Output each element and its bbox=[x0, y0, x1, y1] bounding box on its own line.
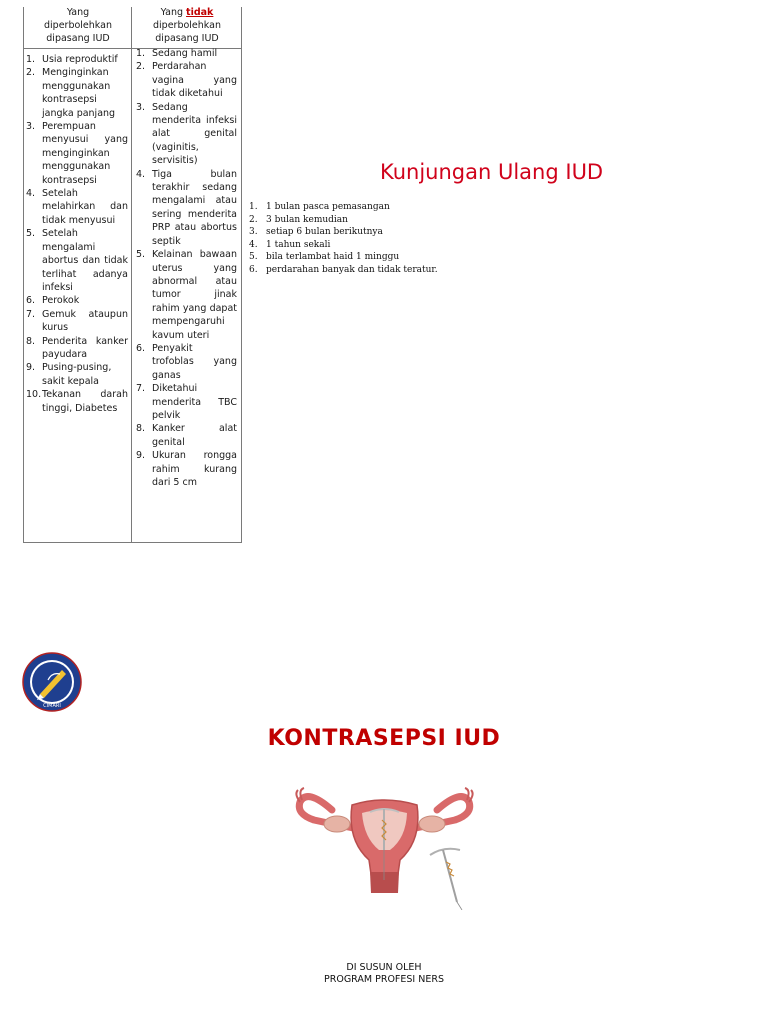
list-item: 9. Ukuran rongga rahim kurang dari 5 cm bbox=[136, 450, 237, 488]
list-item: 1. 1 bulan pasca pemasangan bbox=[249, 202, 390, 212]
credit-line: DI SUSUN OLEH bbox=[346, 962, 422, 973]
list-item: 10. Tekanan darah tinggi, Diabetes bbox=[26, 389, 128, 414]
list-item: 3. setiap 6 bulan berikutnya bbox=[249, 227, 383, 238]
right-header-emphasis: tidak bbox=[186, 7, 214, 18]
left-header-line: Yang bbox=[66, 7, 90, 18]
list-item: 1. Sedang hamil bbox=[136, 48, 218, 59]
logo-text: CIMARI bbox=[43, 703, 61, 709]
follow-up-list bbox=[249, 201, 438, 277]
left-header-line: dipasang IUD bbox=[46, 32, 110, 44]
document-title: KONTRASEPSI IUD bbox=[267, 726, 501, 751]
list-item: 7. Gemuk ataupun kurus bbox=[26, 308, 128, 334]
not-allowed-list bbox=[136, 47, 237, 489]
list-item: 8. Penderita kanker payudara bbox=[26, 335, 128, 360]
list-item: 5. Setelah mengalami abortus dan tidak terlihat adanya infeksi bbox=[26, 228, 128, 293]
institution-logo bbox=[22, 652, 82, 712]
right-header-prefix: Yang bbox=[160, 7, 183, 18]
uterus-iud-illustration bbox=[292, 780, 477, 910]
list-item: 8. Kanker alat genital bbox=[136, 423, 237, 448]
allowed-list bbox=[26, 53, 128, 415]
credit-line: PROGRAM PROFESI NERS bbox=[324, 974, 444, 985]
list-item: 3. Perempuan menyusui yang menginginkan menggunakan kontrasepsi bbox=[26, 121, 128, 186]
list-item: 4. 1 tahun sekali bbox=[249, 239, 331, 250]
credit-block bbox=[0, 962, 768, 986]
list-item: 7. Diketahui menderita TBC pelvik bbox=[136, 383, 237, 421]
left-column-header bbox=[28, 7, 128, 45]
right-header-line: diperbolehkan bbox=[153, 19, 221, 31]
list-item: 6. perdarahan banyak dan tidak teratur. bbox=[249, 264, 438, 275]
table-column-divider bbox=[131, 7, 132, 542]
right-column-header bbox=[136, 7, 238, 45]
right-header-line: dipasang IUD bbox=[155, 32, 219, 44]
list-item: 2. Perdarahan vagina yang tidak diketahui bbox=[136, 61, 237, 100]
list-item: 9. Pusing-pusing, sakit kepala bbox=[26, 362, 112, 387]
list-item: 5. Kelainan bawaan uterus yang abnormal atau tumor jinak rahim yang dapat mempengaruhi kavum uteri bbox=[136, 249, 237, 341]
iud-eligibility-table bbox=[23, 7, 242, 543]
list-item: 5. bila terlambat haid 1 minggu bbox=[249, 252, 400, 263]
list-item: 2. 3 bulan kemudian bbox=[249, 214, 348, 225]
list-item: 4. Tiga bulan terakhir sedang mengalami atau sering menderita PRP atau abortus septik bbox=[136, 168, 237, 247]
list-item: 1. Usia reproduktif bbox=[26, 54, 118, 65]
right-header-line bbox=[136, 7, 238, 20]
left-header-line: diperbolehkan bbox=[44, 19, 112, 31]
list-item: 4. Setelah melahirkan dan tidak menyusui bbox=[26, 188, 128, 226]
follow-up-title: Kunjungan Ulang IUD bbox=[380, 160, 604, 184]
list-item: 6. Penyakit trofoblas yang ganas bbox=[136, 342, 237, 381]
list-item: 3. Sedang menderita infeksi alat genital (vaginitis, servisitis) bbox=[136, 101, 237, 167]
list-item: 2. Menginginkan menggunakan kontrasepsi jangka panjang bbox=[26, 67, 116, 119]
list-item: 6. Perokok bbox=[26, 295, 80, 307]
